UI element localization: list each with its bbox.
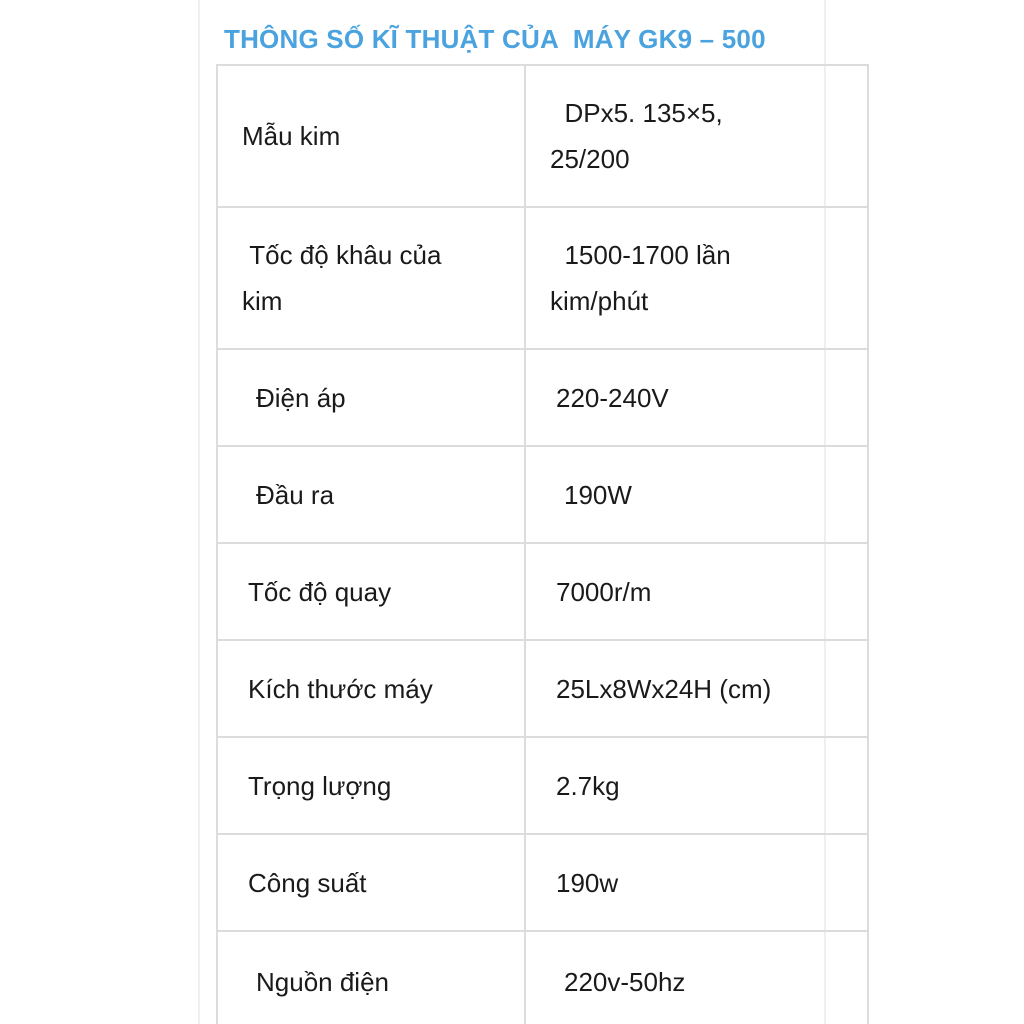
spec-label: Mẫu kim — [217, 65, 525, 207]
spec-value: 2.7kg — [525, 737, 868, 834]
spec-label: Trọng lượng — [217, 737, 525, 834]
table-row — [217, 65, 868, 207]
spec-table — [216, 64, 869, 1024]
spec-label: Công suất — [217, 834, 525, 931]
table-row — [217, 834, 868, 931]
table-row — [217, 207, 868, 349]
table-row — [217, 640, 868, 737]
spec-label: Điện áp — [217, 349, 525, 446]
table-row — [217, 349, 868, 446]
spec-value: 7000r/m — [525, 543, 868, 640]
spec-value: 190w — [525, 834, 868, 931]
spec-value: 25Lx8Wx24H (cm) — [525, 640, 868, 737]
table-row — [217, 737, 868, 834]
spec-value: 220-240V — [525, 349, 868, 446]
table-row — [217, 543, 868, 640]
spec-label: Tốc độ quay — [217, 543, 525, 640]
table-row — [217, 931, 868, 1024]
spec-title: THÔNG SỐ KĨ THUẬT CỦA MÁY GK9 – 500 — [224, 24, 766, 54]
spec-value: 190W — [525, 446, 868, 543]
spec-value: 1500-1700 lần kim/phút — [525, 207, 868, 349]
spec-label: Tốc độ khâu của kim — [217, 207, 525, 349]
spec-label: Kích thước máy — [217, 640, 525, 737]
table-row — [217, 446, 868, 543]
spec-value: 220v-50hz — [525, 931, 868, 1024]
spec-label: Nguồn điện — [217, 931, 525, 1024]
spec-value: DPx5. 135×5, 25/200 — [525, 65, 868, 207]
spec-label: Đầu ra — [217, 446, 525, 543]
